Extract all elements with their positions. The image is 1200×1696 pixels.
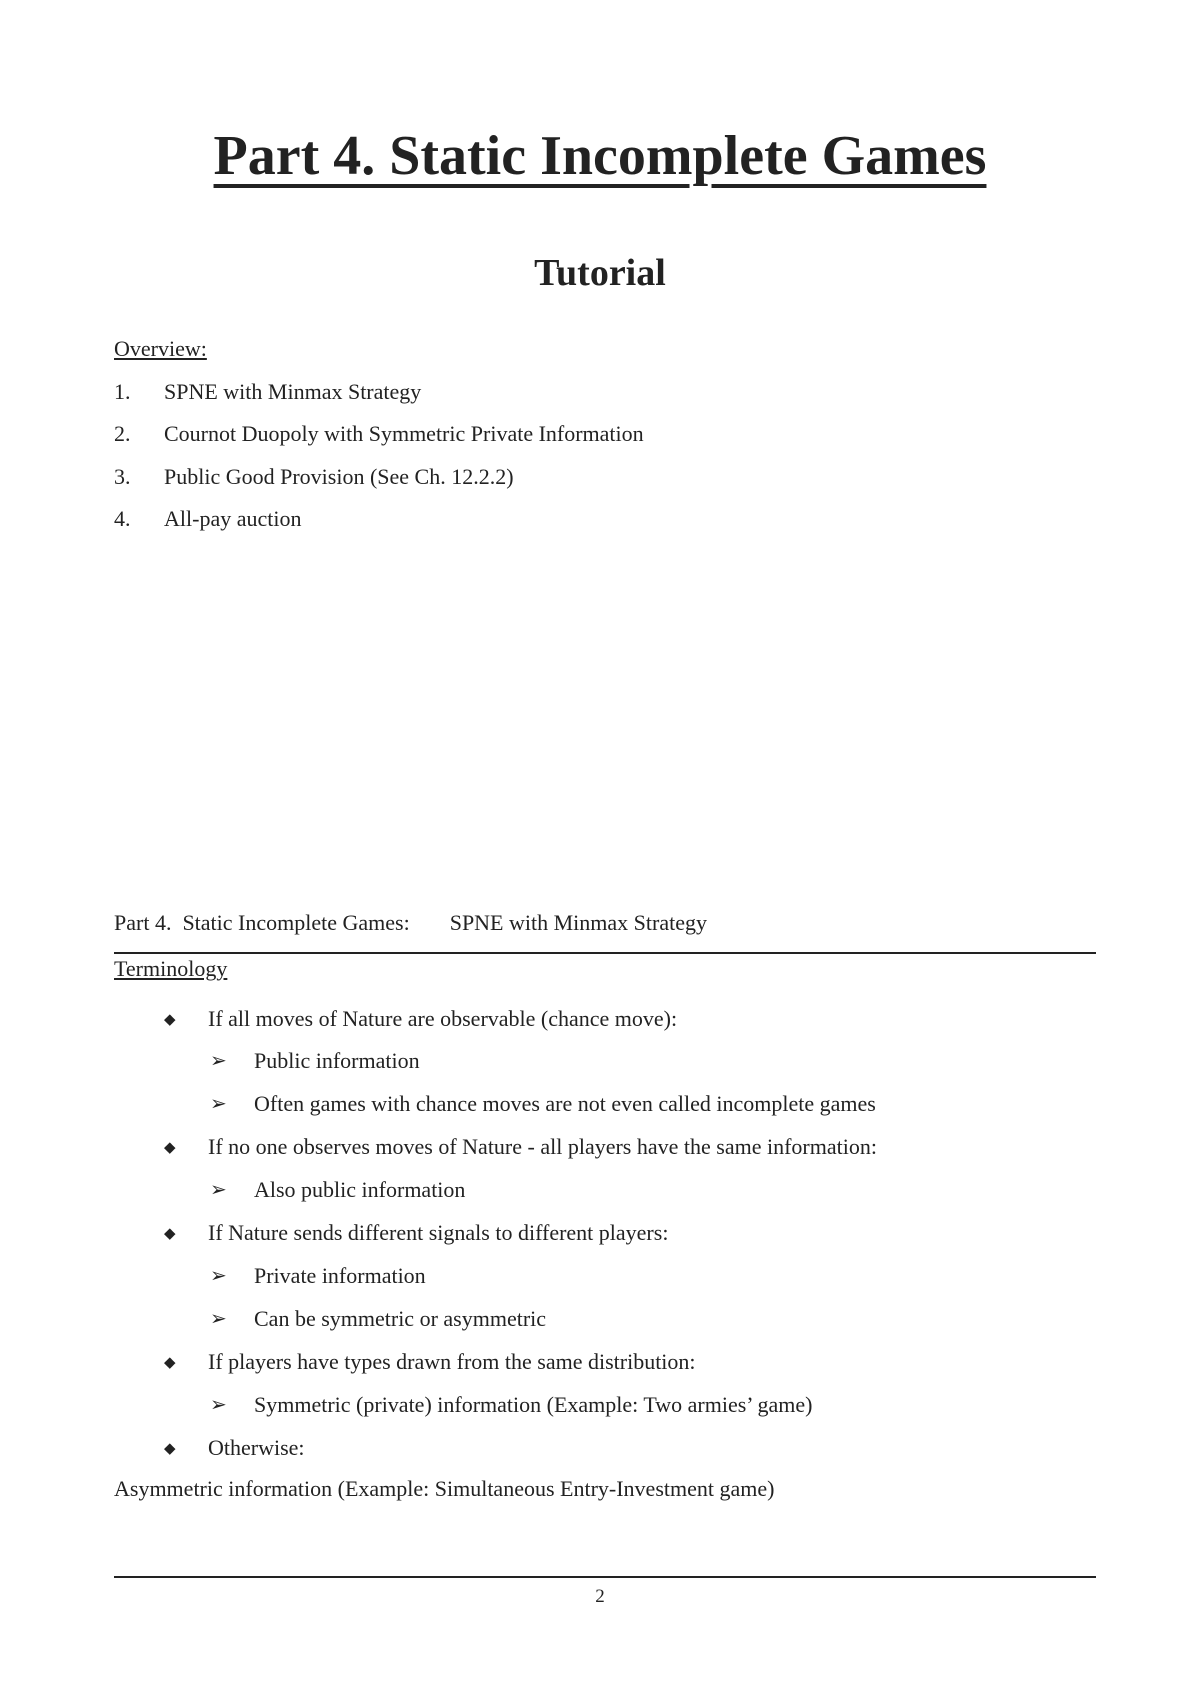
footer-divider [114,1576,1096,1578]
list-item-number: 2. [114,421,131,447]
list-item-number: 4. [114,505,131,531]
page-number: 2 [595,1586,605,1607]
page-subtitle: Tutorial [534,252,666,294]
bullet-item [164,1008,677,1030]
list-item-text: All-pay auction [164,505,302,531]
overview-label: Overview: [114,336,207,361]
diamond-bullet-icon: ◆ [164,1224,176,1242]
sub-bullet-text: Often games with chance moves are not even called incomplete games [254,1091,876,1116]
list-item [114,463,644,508]
bullet-item [164,1351,696,1373]
bullet-item [164,1136,877,1158]
page-title: Part 4. Static Incomplete Games [213,125,987,187]
arrow-bullet-icon: ➢ [210,1091,227,1115]
sub-bullet-item [210,1050,420,1072]
closing-line: Asymmetric information (Example: Simultaneous Entry-Investment game) [114,1476,775,1501]
list-item [114,505,644,550]
bullet-text: Otherwise: [208,1435,305,1460]
sub-bullet-item [210,1394,812,1416]
sub-bullet-item [210,1093,876,1115]
sub-bullet-text: Can be symmetric or asymmetric [254,1306,547,1331]
bullet-text: If no one observes moves of Nature - all players have the same information: [208,1134,877,1159]
sub-bullet-text: Public information [254,1048,420,1073]
sub-bullet-item [210,1265,426,1287]
bullet-text: If players have types drawn from the same distribution: [208,1349,696,1374]
section-header [114,912,707,934]
diamond-bullet-icon: ◆ [164,1439,176,1457]
arrow-bullet-icon: ➢ [210,1263,227,1287]
arrow-bullet-icon: ➢ [210,1177,227,1201]
diamond-bullet-icon: ◆ [164,1138,176,1156]
section-part: Part 4. Static Incomplete Games: [114,910,410,935]
diamond-bullet-icon: ◆ [164,1353,176,1371]
list-item-text: SPNE with Minmax Strategy [164,379,422,404]
bullet-item [164,1437,305,1459]
list-item-text: Cournot Duopoly with Symmetric Private Information [164,421,644,447]
sub-bullet-text: Symmetric (private) information (Example: Two armies’ game) [254,1392,813,1417]
bullet-text: If Nature sends different signals to different players: [208,1220,669,1245]
overview-list [114,381,644,550]
sub-bullet-text: Private information [254,1263,426,1288]
sub-bullet-item [210,1308,546,1330]
diamond-bullet-icon: ◆ [164,1010,176,1028]
sub-bullet-text: Also public information [254,1177,466,1202]
terminology-label: Terminology [114,956,228,981]
list-item-text: Public Good Provision (See Ch. 12.2.2) [164,463,514,489]
list-item-number: 1. [114,379,131,404]
list-item-number: 3. [114,463,131,489]
bullet-item [164,1222,668,1244]
section-divider [114,952,1096,954]
arrow-bullet-icon: ➢ [210,1048,227,1072]
list-item [114,423,644,465]
arrow-bullet-icon: ➢ [210,1392,227,1416]
bullet-text: If all moves of Nature are observable (chance move): [208,1006,678,1031]
arrow-bullet-icon: ➢ [210,1306,227,1330]
section-topic: SPNE with Minmax Strategy [449,910,707,935]
list-item [114,381,644,423]
sub-bullet-item [210,1179,465,1201]
